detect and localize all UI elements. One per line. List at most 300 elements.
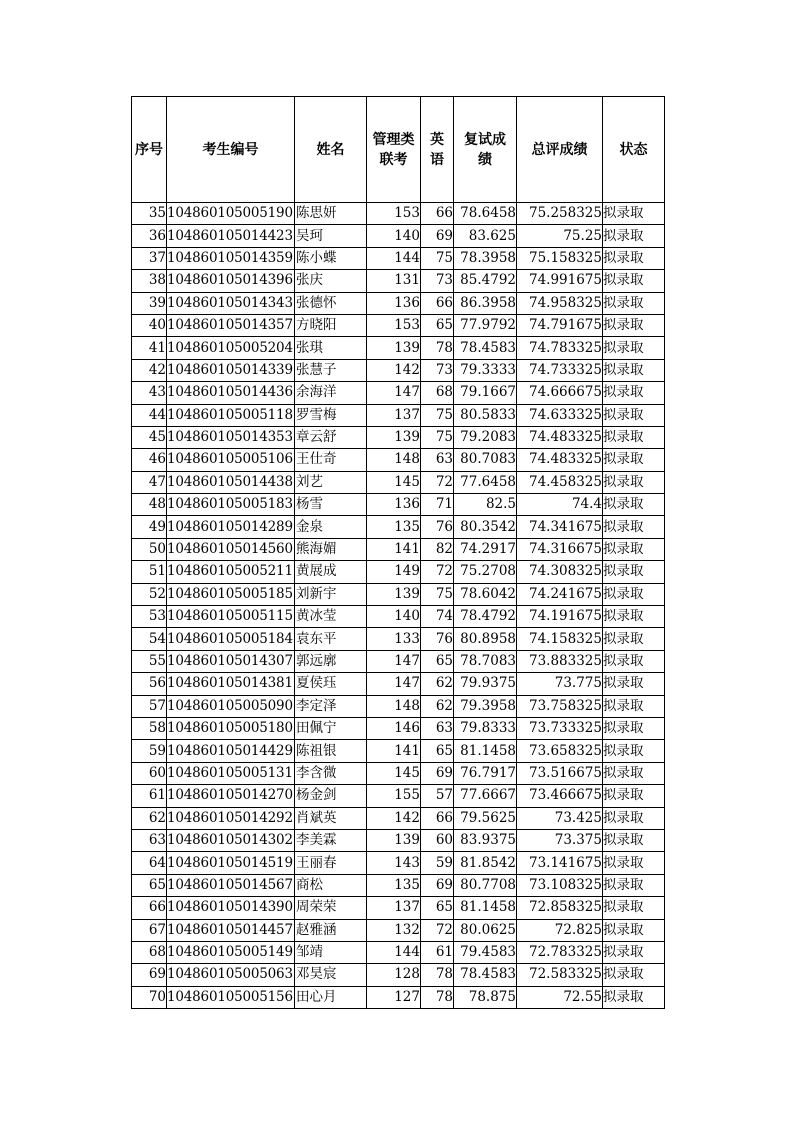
cell-status: 拟录取 (603, 426, 665, 448)
cell-total-score: 74.308325 (517, 561, 603, 583)
cell-exam-id: 104860105014339 (167, 359, 295, 381)
cell-exam-id: 104860105005115 (167, 606, 295, 628)
cell-seq: 64 (132, 852, 167, 874)
cell-total-score: 74.633325 (517, 404, 603, 426)
cell-english-score: 69 (421, 762, 454, 784)
cell-name: 陈思妍 (295, 203, 367, 225)
cell-total-score: 74.783325 (517, 337, 603, 359)
cell-total-score: 73.375 (517, 829, 603, 851)
table-row (132, 247, 665, 269)
cell-mgmt-score: 145 (367, 762, 421, 784)
cell-english-score: 74 (421, 606, 454, 628)
header-mgmt-line1: 管理类 (372, 131, 415, 148)
cell-mgmt-score: 140 (367, 606, 421, 628)
cell-status: 拟录取 (603, 270, 665, 292)
cell-retest-score: 79.9375 (454, 673, 517, 695)
cell-retest-score: 79.8333 (454, 717, 517, 739)
cell-mgmt-score: 139 (367, 426, 421, 448)
cell-status: 拟录取 (603, 404, 665, 426)
table-row (132, 717, 665, 739)
cell-english-score: 75 (421, 583, 454, 605)
cell-exam-id: 104860105014359 (167, 247, 295, 269)
cell-status: 拟录取 (603, 986, 665, 1008)
cell-seq: 50 (132, 538, 167, 560)
cell-status: 拟录取 (603, 247, 665, 269)
cell-status: 拟录取 (603, 785, 665, 807)
cell-name: 李美霖 (295, 829, 367, 851)
cell-english-score: 75 (421, 404, 454, 426)
cell-exam-id: 104860105014457 (167, 919, 295, 941)
cell-english-score: 78 (421, 964, 454, 986)
cell-seq: 52 (132, 583, 167, 605)
table-row (132, 628, 665, 650)
cell-retest-score: 78.7083 (454, 650, 517, 672)
cell-name: 刘艺 (295, 471, 367, 493)
cell-total-score: 74.483325 (517, 426, 603, 448)
cell-total-score: 73.758325 (517, 695, 603, 717)
cell-name: 章云舒 (295, 426, 367, 448)
table-row (132, 785, 665, 807)
cell-english-score: 65 (421, 314, 454, 336)
cell-mgmt-score: 141 (367, 538, 421, 560)
cell-status: 拟录取 (603, 359, 665, 381)
cell-name: 杨金剑 (295, 785, 367, 807)
cell-mgmt-score: 147 (367, 673, 421, 695)
cell-exam-id: 104860105014292 (167, 807, 295, 829)
cell-total-score: 73.516675 (517, 762, 603, 784)
cell-mgmt-score: 137 (367, 404, 421, 426)
cell-exam-id: 104860105005185 (167, 583, 295, 605)
cell-status: 拟录取 (603, 561, 665, 583)
cell-seq: 38 (132, 270, 167, 292)
cell-retest-score: 79.4583 (454, 941, 517, 963)
cell-retest-score: 79.3333 (454, 359, 517, 381)
cell-seq: 65 (132, 874, 167, 896)
cell-name: 张慧子 (295, 359, 367, 381)
admission-list-sheet (131, 96, 665, 1009)
cell-mgmt-score: 135 (367, 874, 421, 896)
cell-retest-score: 79.1667 (454, 382, 517, 404)
cell-total-score: 74.191675 (517, 606, 603, 628)
cell-retest-score: 79.5625 (454, 807, 517, 829)
cell-mgmt-score: 140 (367, 225, 421, 247)
cell-name: 田佩宁 (295, 717, 367, 739)
cell-english-score: 75 (421, 426, 454, 448)
cell-mgmt-score: 135 (367, 516, 421, 538)
cell-status: 拟录取 (603, 941, 665, 963)
cell-seq: 37 (132, 247, 167, 269)
cell-status: 拟录取 (603, 225, 665, 247)
cell-english-score: 62 (421, 673, 454, 695)
table-row (132, 314, 665, 336)
cell-exam-id: 104860105014438 (167, 471, 295, 493)
cell-mgmt-score: 132 (367, 919, 421, 941)
cell-mgmt-score: 133 (367, 628, 421, 650)
cell-mgmt-score: 137 (367, 897, 421, 919)
cell-total-score: 74.341675 (517, 516, 603, 538)
cell-status: 拟录取 (603, 471, 665, 493)
cell-status: 拟录取 (603, 897, 665, 919)
header-english-line2: 语 (430, 151, 444, 168)
cell-name: 余海洋 (295, 382, 367, 404)
cell-exam-id: 104860105014357 (167, 314, 295, 336)
cell-seq: 54 (132, 628, 167, 650)
cell-total-score: 73.108325 (517, 874, 603, 896)
cell-seq: 46 (132, 449, 167, 471)
cell-exam-id: 104860105014560 (167, 538, 295, 560)
cell-exam-id: 104860105005180 (167, 717, 295, 739)
table-row (132, 964, 665, 986)
cell-seq: 43 (132, 382, 167, 404)
cell-mgmt-score: 149 (367, 561, 421, 583)
cell-status: 拟录取 (603, 964, 665, 986)
cell-english-score: 72 (421, 561, 454, 583)
cell-seq: 35 (132, 203, 167, 225)
cell-mgmt-score: 136 (367, 494, 421, 516)
cell-status: 拟录取 (603, 382, 665, 404)
table-row (132, 538, 665, 560)
header-row (132, 97, 665, 203)
cell-english-score: 66 (421, 292, 454, 314)
cell-english-score: 66 (421, 203, 454, 225)
cell-exam-id: 104860105014270 (167, 785, 295, 807)
cell-total-score: 73.775 (517, 673, 603, 695)
cell-retest-score: 78.4583 (454, 337, 517, 359)
cell-name: 黄展成 (295, 561, 367, 583)
cell-total-score: 75.258325 (517, 203, 603, 225)
cell-status: 拟录取 (603, 314, 665, 336)
cell-english-score: 66 (421, 807, 454, 829)
cell-total-score: 73.466675 (517, 785, 603, 807)
table-row (132, 941, 665, 963)
cell-mgmt-score: 136 (367, 292, 421, 314)
cell-name: 赵雅涵 (295, 919, 367, 941)
cell-english-score: 65 (421, 740, 454, 762)
cell-status: 拟录取 (603, 583, 665, 605)
table-row (132, 874, 665, 896)
cell-name: 刘新宇 (295, 583, 367, 605)
cell-exam-id: 104860105014307 (167, 650, 295, 672)
cell-name: 王丽春 (295, 852, 367, 874)
cell-seq: 55 (132, 650, 167, 672)
cell-total-score: 72.55 (517, 986, 603, 1008)
table-row (132, 270, 665, 292)
header-status: 状态 (603, 97, 665, 203)
cell-total-score: 74.733325 (517, 359, 603, 381)
cell-name: 郭远廓 (295, 650, 367, 672)
header-exam-id: 考生编号 (167, 97, 295, 203)
cell-retest-score: 81.1458 (454, 740, 517, 762)
cell-seq: 68 (132, 941, 167, 963)
cell-total-score: 73.141675 (517, 852, 603, 874)
cell-seq: 44 (132, 404, 167, 426)
cell-status: 拟录取 (603, 337, 665, 359)
cell-total-score: 75.158325 (517, 247, 603, 269)
cell-name: 熊海媚 (295, 538, 367, 560)
cell-name: 吴珂 (295, 225, 367, 247)
cell-english-score: 76 (421, 628, 454, 650)
table-header (132, 97, 665, 203)
cell-total-score: 73.425 (517, 807, 603, 829)
cell-mgmt-score: 148 (367, 695, 421, 717)
cell-exam-id: 104860105005063 (167, 964, 295, 986)
cell-exam-id: 104860105005211 (167, 561, 295, 583)
cell-total-score: 74.791675 (517, 314, 603, 336)
cell-status: 拟录取 (603, 673, 665, 695)
cell-seq: 69 (132, 964, 167, 986)
cell-retest-score: 80.3542 (454, 516, 517, 538)
cell-exam-id: 104860105005090 (167, 695, 295, 717)
header-name: 姓名 (295, 97, 367, 203)
table-row (132, 897, 665, 919)
cell-status: 拟录取 (603, 874, 665, 896)
cell-english-score: 69 (421, 874, 454, 896)
cell-retest-score: 80.7083 (454, 449, 517, 471)
cell-seq: 47 (132, 471, 167, 493)
cell-status: 拟录取 (603, 494, 665, 516)
cell-total-score: 74.158325 (517, 628, 603, 650)
cell-retest-score: 78.875 (454, 986, 517, 1008)
table-row (132, 203, 665, 225)
table-row (132, 606, 665, 628)
cell-status: 拟录取 (603, 762, 665, 784)
cell-name: 陈祖银 (295, 740, 367, 762)
cell-mgmt-score: 155 (367, 785, 421, 807)
cell-retest-score: 78.6458 (454, 203, 517, 225)
cell-status: 拟录取 (603, 628, 665, 650)
cell-retest-score: 78.4792 (454, 606, 517, 628)
cell-english-score: 61 (421, 941, 454, 963)
cell-total-score: 74.666675 (517, 382, 603, 404)
cell-exam-id: 104860105005183 (167, 494, 295, 516)
cell-english-score: 62 (421, 695, 454, 717)
cell-retest-score: 74.2917 (454, 538, 517, 560)
cell-exam-id: 104860105014343 (167, 292, 295, 314)
cell-english-score: 75 (421, 247, 454, 269)
cell-total-score: 74.958325 (517, 292, 603, 314)
cell-seq: 63 (132, 829, 167, 851)
table-row (132, 986, 665, 1008)
cell-mgmt-score: 145 (367, 471, 421, 493)
cell-seq: 59 (132, 740, 167, 762)
table-row (132, 516, 665, 538)
cell-retest-score: 79.2083 (454, 426, 517, 448)
cell-seq: 62 (132, 807, 167, 829)
cell-exam-id: 104860105005106 (167, 449, 295, 471)
cell-retest-score: 80.5833 (454, 404, 517, 426)
cell-english-score: 60 (421, 829, 454, 851)
cell-mgmt-score: 128 (367, 964, 421, 986)
table-row (132, 673, 665, 695)
cell-name: 袁东平 (295, 628, 367, 650)
cell-total-score: 74.4 (517, 494, 603, 516)
cell-exam-id: 104860105005149 (167, 941, 295, 963)
header-retest (454, 97, 517, 203)
cell-retest-score: 85.4792 (454, 270, 517, 292)
cell-mgmt-score: 141 (367, 740, 421, 762)
cell-english-score: 72 (421, 919, 454, 941)
cell-mgmt-score: 139 (367, 337, 421, 359)
header-seq: 序号 (132, 97, 167, 203)
cell-status: 拟录取 (603, 606, 665, 628)
cell-english-score: 73 (421, 270, 454, 292)
cell-english-score: 63 (421, 717, 454, 739)
table-row (132, 695, 665, 717)
cell-total-score: 72.858325 (517, 897, 603, 919)
cell-exam-id: 104860105005156 (167, 986, 295, 1008)
header-mgmt-exam (367, 97, 421, 203)
cell-english-score: 76 (421, 516, 454, 538)
cell-exam-id: 104860105014567 (167, 874, 295, 896)
cell-exam-id: 104860105005190 (167, 203, 295, 225)
cell-name: 张琪 (295, 337, 367, 359)
table-row (132, 561, 665, 583)
cell-retest-score: 77.6458 (454, 471, 517, 493)
cell-exam-id: 104860105014302 (167, 829, 295, 851)
cell-english-score: 78 (421, 337, 454, 359)
cell-retest-score: 81.1458 (454, 897, 517, 919)
cell-seq: 42 (132, 359, 167, 381)
admission-table (131, 96, 665, 1009)
cell-mgmt-score: 147 (367, 650, 421, 672)
cell-mgmt-score: 144 (367, 247, 421, 269)
cell-retest-score: 78.6042 (454, 583, 517, 605)
cell-exam-id: 104860105014390 (167, 897, 295, 919)
cell-seq: 57 (132, 695, 167, 717)
header-retest-line1: 复试成 (464, 131, 506, 148)
table-row (132, 852, 665, 874)
cell-exam-id: 104860105014353 (167, 426, 295, 448)
cell-total-score: 74.458325 (517, 471, 603, 493)
cell-retest-score: 83.625 (454, 225, 517, 247)
table-row (132, 426, 665, 448)
cell-mgmt-score: 147 (367, 382, 421, 404)
cell-english-score: 69 (421, 225, 454, 247)
cell-seq: 53 (132, 606, 167, 628)
table-row (132, 404, 665, 426)
cell-name: 商松 (295, 874, 367, 896)
table-row (132, 449, 665, 471)
cell-english-score: 59 (421, 852, 454, 874)
table-row (132, 740, 665, 762)
cell-total-score: 74.241675 (517, 583, 603, 605)
cell-status: 拟录取 (603, 203, 665, 225)
cell-exam-id: 104860105014396 (167, 270, 295, 292)
cell-seq: 48 (132, 494, 167, 516)
cell-total-score: 75.25 (517, 225, 603, 247)
cell-exam-id: 104860105014423 (167, 225, 295, 247)
table-row (132, 382, 665, 404)
cell-english-score: 71 (421, 494, 454, 516)
cell-mgmt-score: 139 (367, 583, 421, 605)
table-row (132, 762, 665, 784)
cell-status: 拟录取 (603, 829, 665, 851)
cell-mgmt-score: 153 (367, 314, 421, 336)
cell-status: 拟录取 (603, 516, 665, 538)
cell-name: 李定泽 (295, 695, 367, 717)
cell-seq: 58 (132, 717, 167, 739)
cell-exam-id: 104860105005118 (167, 404, 295, 426)
table-row (132, 650, 665, 672)
cell-name: 邓昊宸 (295, 964, 367, 986)
cell-mgmt-score: 127 (367, 986, 421, 1008)
cell-status: 拟录取 (603, 807, 665, 829)
table-row (132, 583, 665, 605)
header-total: 总评成绩 (517, 97, 603, 203)
cell-retest-score: 80.0625 (454, 919, 517, 941)
cell-seq: 56 (132, 673, 167, 695)
cell-english-score: 63 (421, 449, 454, 471)
cell-total-score: 74.991675 (517, 270, 603, 292)
cell-retest-score: 82.5 (454, 494, 517, 516)
cell-seq: 36 (132, 225, 167, 247)
cell-total-score: 74.483325 (517, 449, 603, 471)
cell-status: 拟录取 (603, 717, 665, 739)
cell-mgmt-score: 153 (367, 203, 421, 225)
cell-seq: 49 (132, 516, 167, 538)
cell-status: 拟录取 (603, 650, 665, 672)
table-row (132, 807, 665, 829)
cell-total-score: 73.733325 (517, 717, 603, 739)
cell-retest-score: 76.7917 (454, 762, 517, 784)
cell-name: 杨雪 (295, 494, 367, 516)
cell-retest-score: 77.6667 (454, 785, 517, 807)
cell-exam-id: 104860105005204 (167, 337, 295, 359)
cell-status: 拟录取 (603, 292, 665, 314)
cell-total-score: 74.316675 (517, 538, 603, 560)
cell-english-score: 78 (421, 986, 454, 1008)
cell-total-score: 72.583325 (517, 964, 603, 986)
cell-name: 邹靖 (295, 941, 367, 963)
cell-exam-id: 104860105014429 (167, 740, 295, 762)
header-english (421, 97, 454, 203)
cell-status: 拟录取 (603, 695, 665, 717)
cell-english-score: 57 (421, 785, 454, 807)
cell-retest-score: 80.7708 (454, 874, 517, 896)
cell-name: 田心月 (295, 986, 367, 1008)
cell-name: 罗雪梅 (295, 404, 367, 426)
cell-status: 拟录取 (603, 852, 665, 874)
cell-mgmt-score: 142 (367, 359, 421, 381)
cell-retest-score: 78.3958 (454, 247, 517, 269)
cell-english-score: 65 (421, 897, 454, 919)
cell-name: 张庆 (295, 270, 367, 292)
table-row (132, 471, 665, 493)
cell-retest-score: 78.4583 (454, 964, 517, 986)
table-row (132, 494, 665, 516)
cell-seq: 41 (132, 337, 167, 359)
cell-seq: 45 (132, 426, 167, 448)
table-row (132, 919, 665, 941)
cell-seq: 51 (132, 561, 167, 583)
cell-seq: 60 (132, 762, 167, 784)
cell-name: 周荣荣 (295, 897, 367, 919)
cell-retest-score: 86.3958 (454, 292, 517, 314)
cell-retest-score: 80.8958 (454, 628, 517, 650)
cell-retest-score: 77.9792 (454, 314, 517, 336)
cell-seq: 39 (132, 292, 167, 314)
cell-mgmt-score: 148 (367, 449, 421, 471)
cell-mgmt-score: 144 (367, 941, 421, 963)
table-row (132, 225, 665, 247)
cell-name: 陈小蝶 (295, 247, 367, 269)
cell-exam-id: 104860105014519 (167, 852, 295, 874)
cell-mgmt-score: 139 (367, 829, 421, 851)
cell-name: 金泉 (295, 516, 367, 538)
cell-english-score: 72 (421, 471, 454, 493)
cell-english-score: 65 (421, 650, 454, 672)
header-english-line1: 英 (430, 131, 444, 148)
